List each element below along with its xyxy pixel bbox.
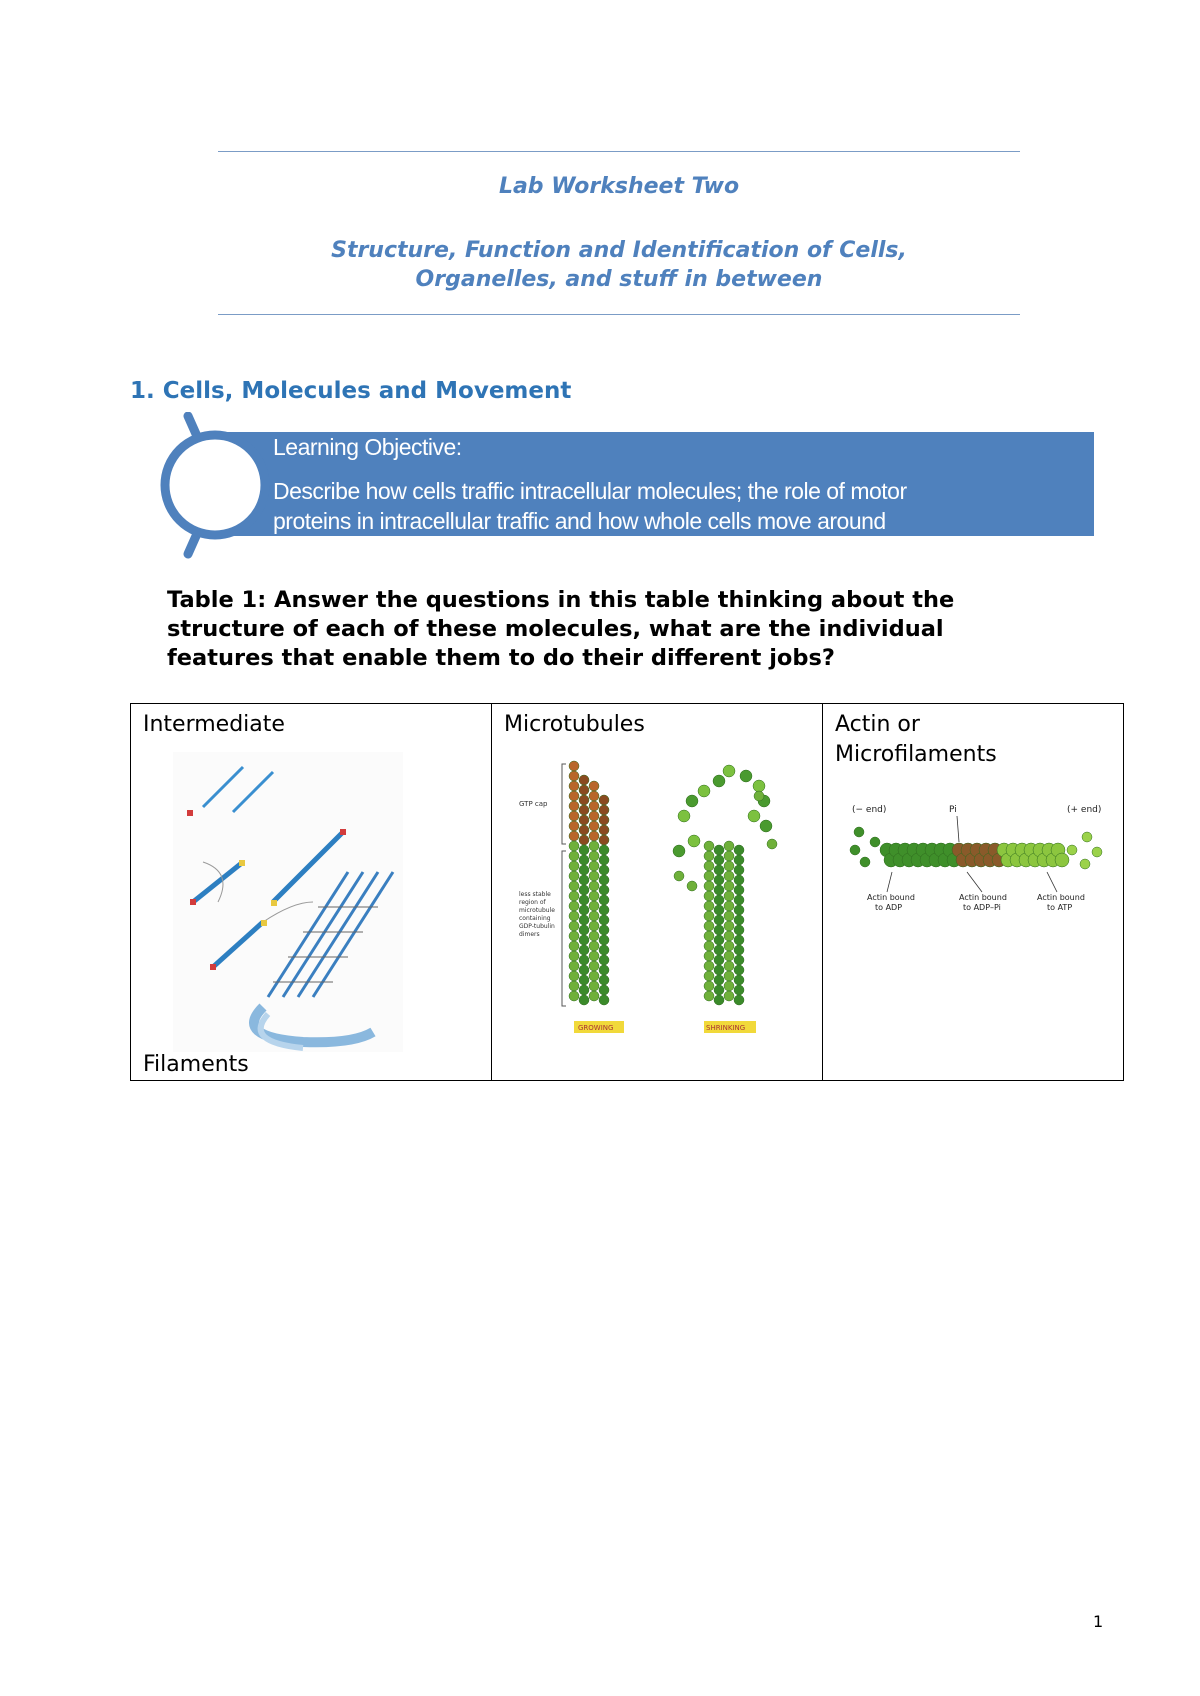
label-filaments: Filaments xyxy=(143,1052,249,1077)
label-plus-end: (+ end) xyxy=(1067,805,1102,815)
label-region-2: region of xyxy=(519,899,546,906)
label-adppi2: to ADP–Pi xyxy=(963,903,1001,912)
growing-microtubule xyxy=(569,761,609,1005)
cytoskeleton-table xyxy=(130,703,1124,1081)
actin-diagram xyxy=(847,802,1109,932)
label-atp: Actin bound xyxy=(1037,893,1085,902)
worksheet-title: Lab Worksheet Two xyxy=(498,174,740,199)
label-actin: Actin or Microfilaments xyxy=(835,712,997,767)
actin-filament xyxy=(850,827,1102,869)
objective-label: Learning Objective: xyxy=(273,434,462,460)
worksheet-subtitle-line1: Structure, Function and Identification of Cells, xyxy=(331,238,907,263)
label-growing: GROWING xyxy=(578,1024,614,1032)
objective-circle-icon xyxy=(160,412,270,562)
label-intermediate: Intermediate xyxy=(143,712,285,737)
microtubule-diagram xyxy=(514,756,784,1046)
cell-microtubules[interactable] xyxy=(492,704,823,1081)
cell-actin[interactable] xyxy=(823,704,1124,1081)
top-rule xyxy=(218,151,1020,152)
objective-line2: proteins in intracellular traffic and how whole cells move around xyxy=(273,508,886,534)
table-caption: Table 1: Answer the questions in this table thinking about the structure of each of these molecules, what are the individual features that enable them to do their different jobs? xyxy=(167,587,955,671)
section-heading: 1. Cells, Molecules and Movement xyxy=(130,378,572,404)
label-region-4: containing xyxy=(519,915,551,922)
label-microtubules: Microtubules xyxy=(504,712,645,737)
worksheet-subtitle-line2: Organelles, and stuff in between xyxy=(415,267,823,292)
label-gtp-cap: GTP cap xyxy=(519,800,548,808)
shrinking-microtubule xyxy=(673,765,777,1005)
label-minus-end: (− end) xyxy=(852,805,887,815)
objective-line1: Describe how cells traffic intracellular molecules; the role of motor xyxy=(273,478,907,504)
label-region-6: dimers xyxy=(519,931,540,938)
label-adppi: Actin bound xyxy=(959,893,1007,902)
label-region-5: GDP-tubulin xyxy=(519,923,555,930)
label-pi: Pi xyxy=(949,805,957,815)
page-number: 1 xyxy=(1093,1612,1104,1631)
label-adp: Actin bound xyxy=(867,893,915,902)
cell-intermediate-filaments[interactable] xyxy=(131,704,492,1081)
bottom-rule xyxy=(218,314,1020,315)
label-region-3: microtubule xyxy=(519,907,555,914)
label-shrinking: SHRINKING xyxy=(706,1024,746,1032)
label-atp2: to ATP xyxy=(1047,903,1073,912)
label-adp2: to ADP xyxy=(875,903,903,912)
label-region-1: less stable xyxy=(519,891,551,898)
intermediate-filament-diagram xyxy=(173,752,403,1052)
